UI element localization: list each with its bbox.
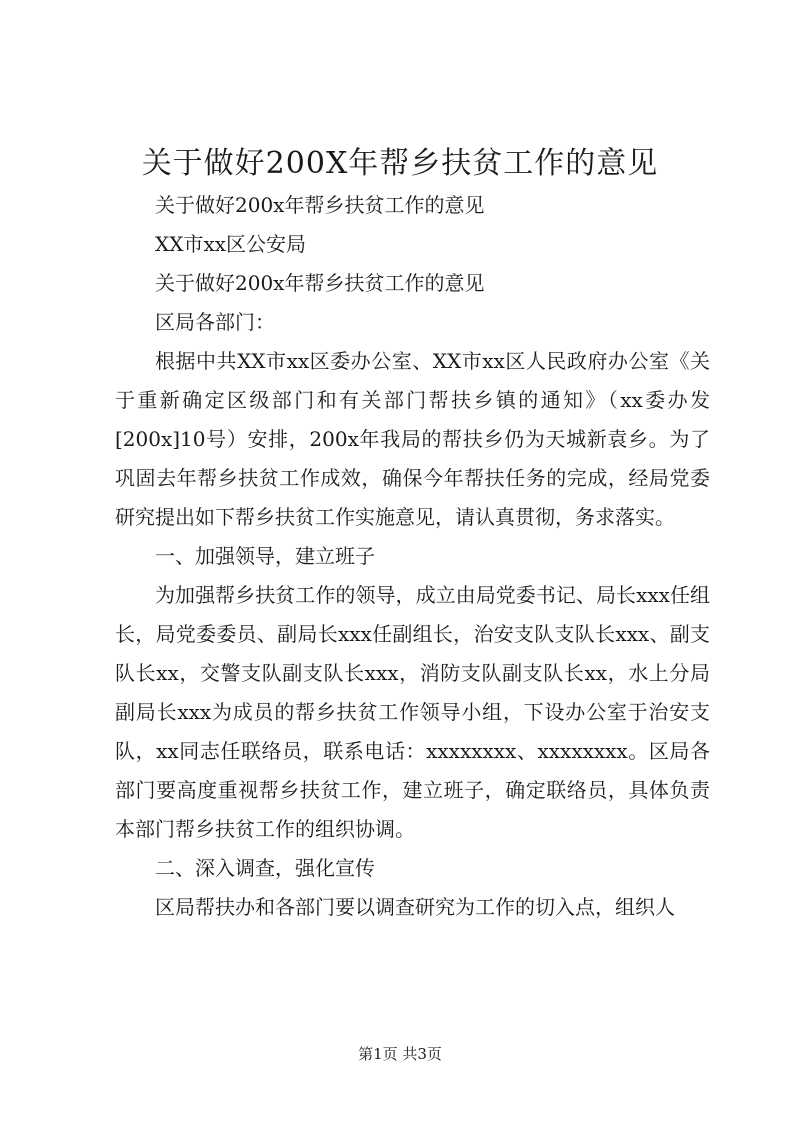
paragraph-issuer: XX市xx区公安局 xyxy=(155,232,307,256)
section-heading-1: 一、加强领导，建立班子 xyxy=(155,544,375,568)
paragraph-intro: 根据中共XX市xx区委办公室、XX市xx区人民政府办公室《关于重新确定区级部门和有关部门帮扶乡镇的通知》（xx委办发[200x]10号）安排，200x年我局的帮扶乡仍为天城新袁乡。为了巩固去年帮乡扶贫工作成效，确保今年帮扶任务的完成，经局党委研究提出如下帮乡扶贫工作实施意见，请认真贯彻，务求落实。 xyxy=(115,349,710,529)
page-footer: 第1页 共3页 xyxy=(358,1045,442,1063)
document-title: 关于做好200X年帮乡扶贫工作的意见 xyxy=(141,146,659,181)
paragraph-section-1: 为加强帮乡扶贫工作的领导，成立由局党委书记、局长xxx任组长，局党委委员、副局长xxx任副组长，治安支队支队长xxx、副支队长xx，交警支队副支队长xxx，消防支队副支队长xx，水上分局副局长xxx为成员的帮乡扶贫工作领导小组，下设办公室于治安支队，xx同志任联络员，联系电话：xxxxxxxx、xxxxxxxx。区局各部门要高度重视帮乡扶贫工作，建立班子，确定联络员，具体负责本部门帮乡扶贫工作的组织协调。 xyxy=(115,583,710,841)
paragraph-section-2: 区局帮扶办和各部门要以调查研究为工作的切入点，组织人 xyxy=(155,895,675,919)
paragraph-salutation: 区局各部门： xyxy=(155,310,275,334)
paragraph-subject: 关于做好200x年帮乡扶贫工作的意见 xyxy=(155,271,485,295)
section-heading-2: 二、深入调查，强化宣传 xyxy=(155,856,375,880)
document-body xyxy=(115,186,710,927)
paragraph-heading-repeat: 关于做好200x年帮乡扶贫工作的意见 xyxy=(155,193,485,217)
